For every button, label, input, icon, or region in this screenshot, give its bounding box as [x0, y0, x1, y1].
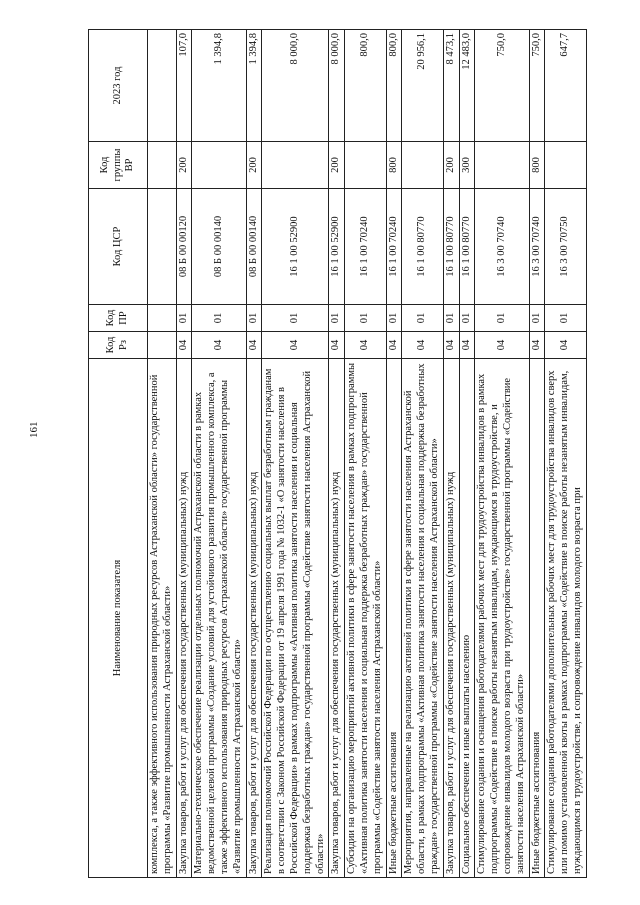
table-row: [345, 30, 386, 878]
cell-vr: 200: [329, 142, 345, 189]
cell-vr: [345, 142, 386, 189]
table-row: [386, 30, 402, 878]
cell-csr: 16 1 00 80770: [402, 189, 443, 305]
cell-pr: 01: [246, 305, 262, 332]
cell-pr: 01: [475, 305, 529, 332]
cell-csr: 08 Б 00 00120: [176, 189, 192, 305]
header-vr: Код группы ВР: [89, 142, 148, 189]
cell-csr: 16 1 00 80770: [459, 189, 475, 305]
cell-rz: 04: [246, 332, 262, 359]
cell-pr: 01: [545, 305, 586, 332]
cell-rz: 04: [192, 332, 246, 359]
cell-csr: 16 3 00 70750: [545, 189, 586, 305]
cell-sum: 800,0: [386, 30, 402, 142]
cell-rz: 04: [386, 332, 402, 359]
cell-name: Закупка товаров, работ и услуг для обеспечения государственных (муниципальных) нужд: [246, 359, 262, 878]
budget-table: [88, 29, 587, 878]
cell-sum: 1 394,8: [192, 30, 246, 142]
cell-rz: 04: [529, 332, 545, 359]
cell-rz: 04: [475, 332, 529, 359]
cell-csr: 16 1 00 80770: [443, 189, 459, 305]
cell-csr: 08 Б 00 00140: [246, 189, 262, 305]
cell-csr: 16 3 00 70740: [529, 189, 545, 305]
cell-sum: 800,0: [345, 30, 386, 142]
cell-vr: 800: [386, 142, 402, 189]
cell-rz: 04: [329, 332, 345, 359]
cell-pr: 01: [459, 305, 475, 332]
table-row: [329, 30, 345, 878]
cell-pr: 01: [402, 305, 443, 332]
cell-csr: 16 1 00 52900: [329, 189, 345, 305]
cell-name: Иные бюджетные ассигнования: [529, 359, 545, 878]
cell-name: Реализация полномочий Российской Федерации по осуществлению социальных выплат безработным гражданам в соответствии с Законом Российской Федерации от 19 апреля 1991 года № 1032-1 «О занятости населения в Российской Федерации» в рамках подпрограммы «Активная политика занятости населения и социальная поддержка безработных граждан» государственной программы «Содействие занятости населения Астраханской области»: [262, 359, 329, 878]
cell-name: комплекса, а также эффективного использования природных ресурсов Астраханской области» государственной программы «Развитие промышленности Астраханской области»: [148, 359, 177, 878]
cell-sum: 12 483,0: [459, 30, 475, 142]
cell-sum: 750,0: [529, 30, 545, 142]
cell-sum: 1 394,8: [246, 30, 262, 142]
cell-vr: 200: [246, 142, 262, 189]
table-row: [529, 30, 545, 878]
table-row: [443, 30, 459, 878]
table-body: [148, 30, 587, 878]
rotated-page: [88, 30, 613, 878]
cell-sum: [148, 30, 177, 142]
header-csr: Код ЦСР: [89, 189, 148, 305]
cell-rz: 04: [545, 332, 586, 359]
cell-sum: 20 956,1: [402, 30, 443, 142]
cell-pr: 01: [345, 305, 386, 332]
cell-name: Стимулирование создания работодателями дополнительных рабочих мест для трудоустройства инвалидов сверх или помимо установленной квоты в рамках подпрограммы «Содействие в поиске работы незанятым инвалидам, нуждающимся в трудоустройстве, и сопровождение инвалидов молодого возраста при: [545, 359, 586, 878]
table-row: [246, 30, 262, 878]
cell-name: Иные бюджетные ассигнования: [386, 359, 402, 878]
cell-vr: [262, 142, 329, 189]
cell-csr: [148, 189, 177, 305]
header-sum: 2023 год: [89, 30, 148, 142]
cell-vr: [402, 142, 443, 189]
cell-pr: 01: [262, 305, 329, 332]
cell-name: Материально-техническое обеспечение реализации отдельных полномочий Астраханской области в рамках ведомственной целевой программы «Создание условий для устойчивого развития промышленного комплекса, а также эффективного использования природных ресурсов Астраханской области» государственной программы «Развитие промышленности Астраханской области»: [192, 359, 246, 878]
cell-rz: 04: [443, 332, 459, 359]
table-row: [545, 30, 586, 878]
cell-vr: 800: [529, 142, 545, 189]
cell-csr: 16 3 00 70740: [475, 189, 529, 305]
cell-vr: 200: [443, 142, 459, 189]
cell-name: Закупка товаров, работ и услуг для обеспечения государственных (муниципальных) нужд: [176, 359, 192, 878]
cell-name: Закупка товаров, работ и услуг для обеспечения государственных (муниципальных) нужд: [443, 359, 459, 878]
header-pr: Код ПР: [89, 305, 148, 332]
cell-name: Стимулирование создания и оснащения работодателями рабочих мест для трудоустройства инвалидов в рамках подпрограммы «Содействие в поиске работы незанятым инвалидам, нуждающимся в трудоустройстве, и сопровождение инвалидов молодого возраста при трудоустройстве» государственной программы «Содействие занятости населения Астраханской области»: [475, 359, 529, 878]
header-rz: Код Рз: [89, 332, 148, 359]
cell-name: Закупка товаров, работ и услуг для обеспечения государственных (муниципальных) нужд: [329, 359, 345, 878]
cell-rz: 04: [402, 332, 443, 359]
cell-rz: 04: [262, 332, 329, 359]
cell-sum: 107,0: [176, 30, 192, 142]
cell-sum: 647,7: [545, 30, 586, 142]
cell-rz: 04: [459, 332, 475, 359]
table-row: [176, 30, 192, 878]
table-row: [475, 30, 529, 878]
header-name: Наименование показателя: [89, 359, 148, 878]
cell-csr: 16 1 00 70240: [386, 189, 402, 305]
cell-rz: [148, 332, 177, 359]
cell-csr: 16 1 00 70240: [345, 189, 386, 305]
cell-vr: 200: [176, 142, 192, 189]
cell-sum: 750,0: [475, 30, 529, 142]
cell-sum: 8 000,0: [262, 30, 329, 142]
cell-name: Социальное обеспечение и иные выплаты населению: [459, 359, 475, 878]
cell-sum: 8 473,1: [443, 30, 459, 142]
cell-pr: 01: [176, 305, 192, 332]
cell-name: Субсидии на организацию мероприятий активной политики в сфере занятости населения в рамках подпрограммы «Активная политика занятости населения и социальная поддержка безработных граждан» государственной программы «Содействие занятости населения Астраханской области»: [345, 359, 386, 878]
cell-pr: [148, 305, 177, 332]
cell-sum: 8 000,0: [329, 30, 345, 142]
table-row: [148, 30, 177, 878]
cell-rz: 04: [345, 332, 386, 359]
cell-vr: [192, 142, 246, 189]
table-row: [459, 30, 475, 878]
table-header-row: [89, 30, 148, 878]
table-row: [402, 30, 443, 878]
cell-name: Мероприятия, направленные на реализацию активной политики в сфере занятости населения Астраханской области, в рамках подпрограммы «Активная политика занятости населения и социальная поддержка безработных граждан» государственной программы «Содействие занятости населения Астраханской области»: [402, 359, 443, 878]
page-number: 161: [28, 421, 40, 438]
cell-pr: 01: [192, 305, 246, 332]
cell-pr: 01: [443, 305, 459, 332]
table-row: [192, 30, 246, 878]
cell-csr: 08 Б 00 00140: [192, 189, 246, 305]
cell-rz: 04: [176, 332, 192, 359]
cell-vr: [475, 142, 529, 189]
cell-vr: 300: [459, 142, 475, 189]
cell-csr: 16 1 00 52900: [262, 189, 329, 305]
cell-pr: 01: [529, 305, 545, 332]
cell-pr: 01: [329, 305, 345, 332]
cell-vr: [148, 142, 177, 189]
cell-pr: 01: [386, 305, 402, 332]
cell-vr: [545, 142, 586, 189]
table-row: [262, 30, 329, 878]
